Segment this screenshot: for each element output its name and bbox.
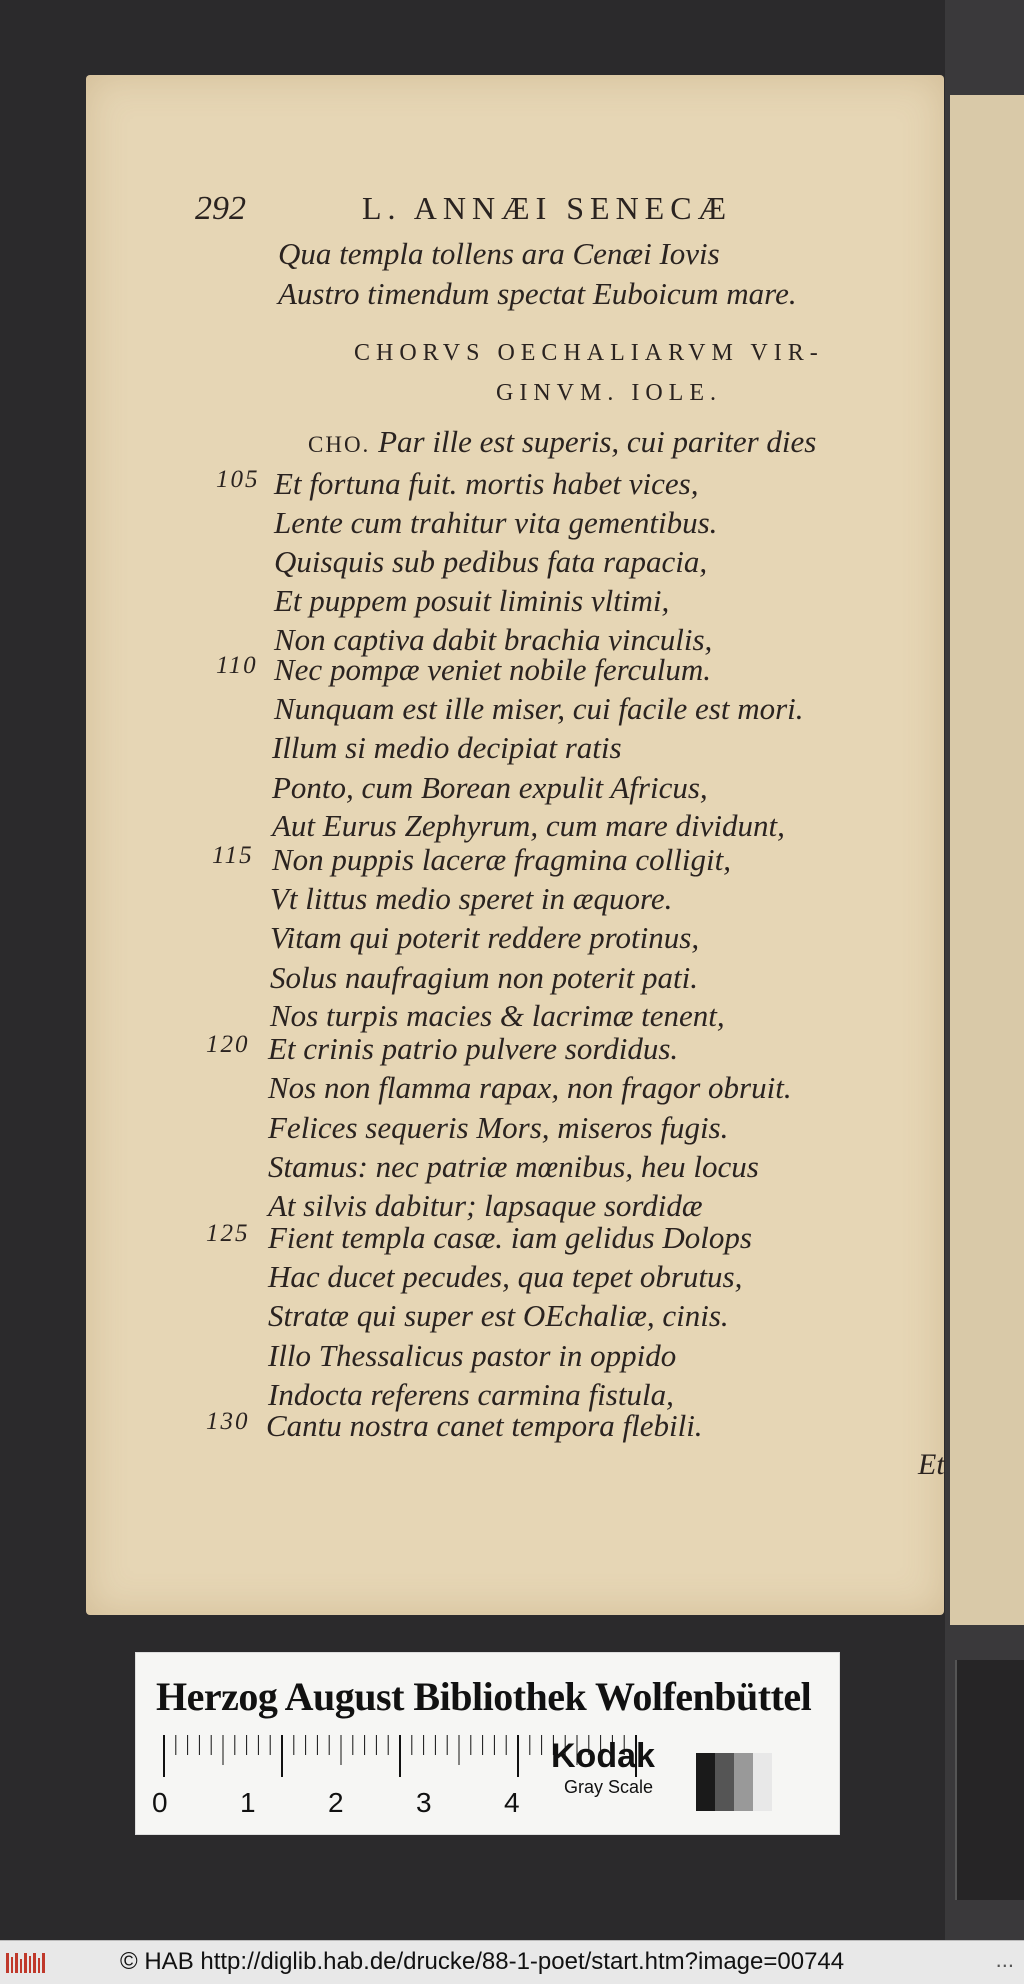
verse-line: Nos turpis macies & lacrimæ tenent,: [270, 998, 725, 1033]
folio-number: 292: [195, 190, 246, 227]
verse-text: Par ille est superis, cui pariter dies: [378, 424, 817, 459]
ruler-number: 0: [152, 1787, 168, 1818]
verse-line: Hac ducet pecudes, qua tepet obrutus,: [268, 1259, 743, 1294]
verse-line: Stratæ qui super est OEchaliæ, cinis.: [268, 1298, 729, 1333]
kodak-logo: Kodak: [551, 1737, 655, 1775]
verse-line-first: [308, 424, 816, 460]
verse-line: Nos non flamma rapax, non fragor obruit.: [268, 1070, 792, 1105]
ruler-number: 2: [328, 1787, 344, 1818]
verse-line: Non puppis laceræ fragmina colligit,: [272, 842, 731, 877]
line-number: 125: [206, 1220, 250, 1247]
adjacent-page-shadow: [955, 1660, 1024, 1900]
source-link[interactable]: © HAB http://diglib.hab.de/drucke/88-1-poet/start.htm?image=00744: [120, 1948, 845, 1975]
verse-line: Qua templa tollens ara Cenæi Iovis: [278, 236, 720, 271]
verse-line: Aut Eurus Zephyrum, cum mare dividunt,: [272, 808, 785, 843]
speaker-label: CHO.: [308, 432, 371, 457]
verse-line: Quisquis sub pedibus fata rapacia,: [274, 544, 708, 579]
running-head: L. ANNÆI SENECÆ: [362, 190, 733, 226]
verse-line: Et crinis patrio pulvere sordidus.: [268, 1031, 679, 1066]
hab-barcode-icon[interactable]: [6, 1951, 48, 1975]
verse-line: Indocta referens carmina fistula,: [268, 1377, 674, 1412]
more-icon[interactable]: ...: [995, 1947, 1014, 1972]
verse-line: At silvis dabitur; lapsaque sordidæ: [268, 1188, 703, 1223]
line-number: 130: [206, 1408, 250, 1435]
verse-line: Vitam qui poterit reddere protinus,: [270, 920, 700, 955]
verse-line: Solus naufragium non poterit pati.: [270, 960, 698, 995]
line-number: 105: [216, 466, 260, 493]
chorus-heading: GINVM. IOLE.: [496, 380, 722, 406]
gray-scale-label: Gray Scale: [564, 1777, 654, 1797]
line-number: 110: [216, 652, 258, 679]
verse-line: Et fortuna fuit. mortis habet vices,: [274, 466, 699, 501]
verse-line: Stamus: nec patriæ mœnibus, heu locus: [268, 1149, 759, 1184]
gray-patches: [696, 1753, 772, 1811]
line-number: 115: [212, 842, 254, 869]
verse-line: Nec pompæ veniet nobile ferculum.: [274, 652, 712, 687]
verse-line: Fient templa casæ. iam gelidus Dolops: [268, 1220, 752, 1255]
line-number: 120: [206, 1031, 250, 1058]
verse-line: Non captiva dabit brachia vinculis,: [274, 622, 713, 657]
adjacent-page-edge: [950, 95, 1024, 1625]
ruler-number: 1: [240, 1787, 256, 1818]
chorus-heading: CHORVS OECHALIARVM VIR-: [354, 340, 824, 366]
color-calibration-card: [135, 1652, 840, 1835]
viewer-footer: [0, 1940, 1024, 1984]
verse-line: Illum si medio decipiat ratis: [272, 730, 622, 765]
verse-line: Cantu nostra canet tempora flebili.: [266, 1408, 703, 1443]
institution-name: Herzog August Bibliothek Wolfenbüttel: [156, 1674, 812, 1719]
verse-line: Nunquam est ille miser, cui facile est mori.: [274, 691, 804, 726]
ruler-number: 4: [504, 1787, 520, 1818]
ruler-number: 3: [416, 1787, 432, 1818]
verse-line: Lente cum trahitur vita gementibus.: [274, 505, 718, 540]
verse-line: Vt littus medio speret in æquore.: [270, 881, 673, 916]
verse-line: Austro timendum spectat Euboicum mare.: [278, 276, 797, 311]
verse-line: Felices sequeris Mors, miseros fugis.: [268, 1110, 729, 1145]
verse-line: Illo Thessalicus pastor in oppido: [268, 1338, 677, 1373]
catchword: Et: [918, 1448, 945, 1481]
verse-line: Et puppem posuit liminis vltimi,: [274, 583, 670, 618]
verse-line: Ponto, cum Borean expulit Africus,: [272, 770, 708, 805]
